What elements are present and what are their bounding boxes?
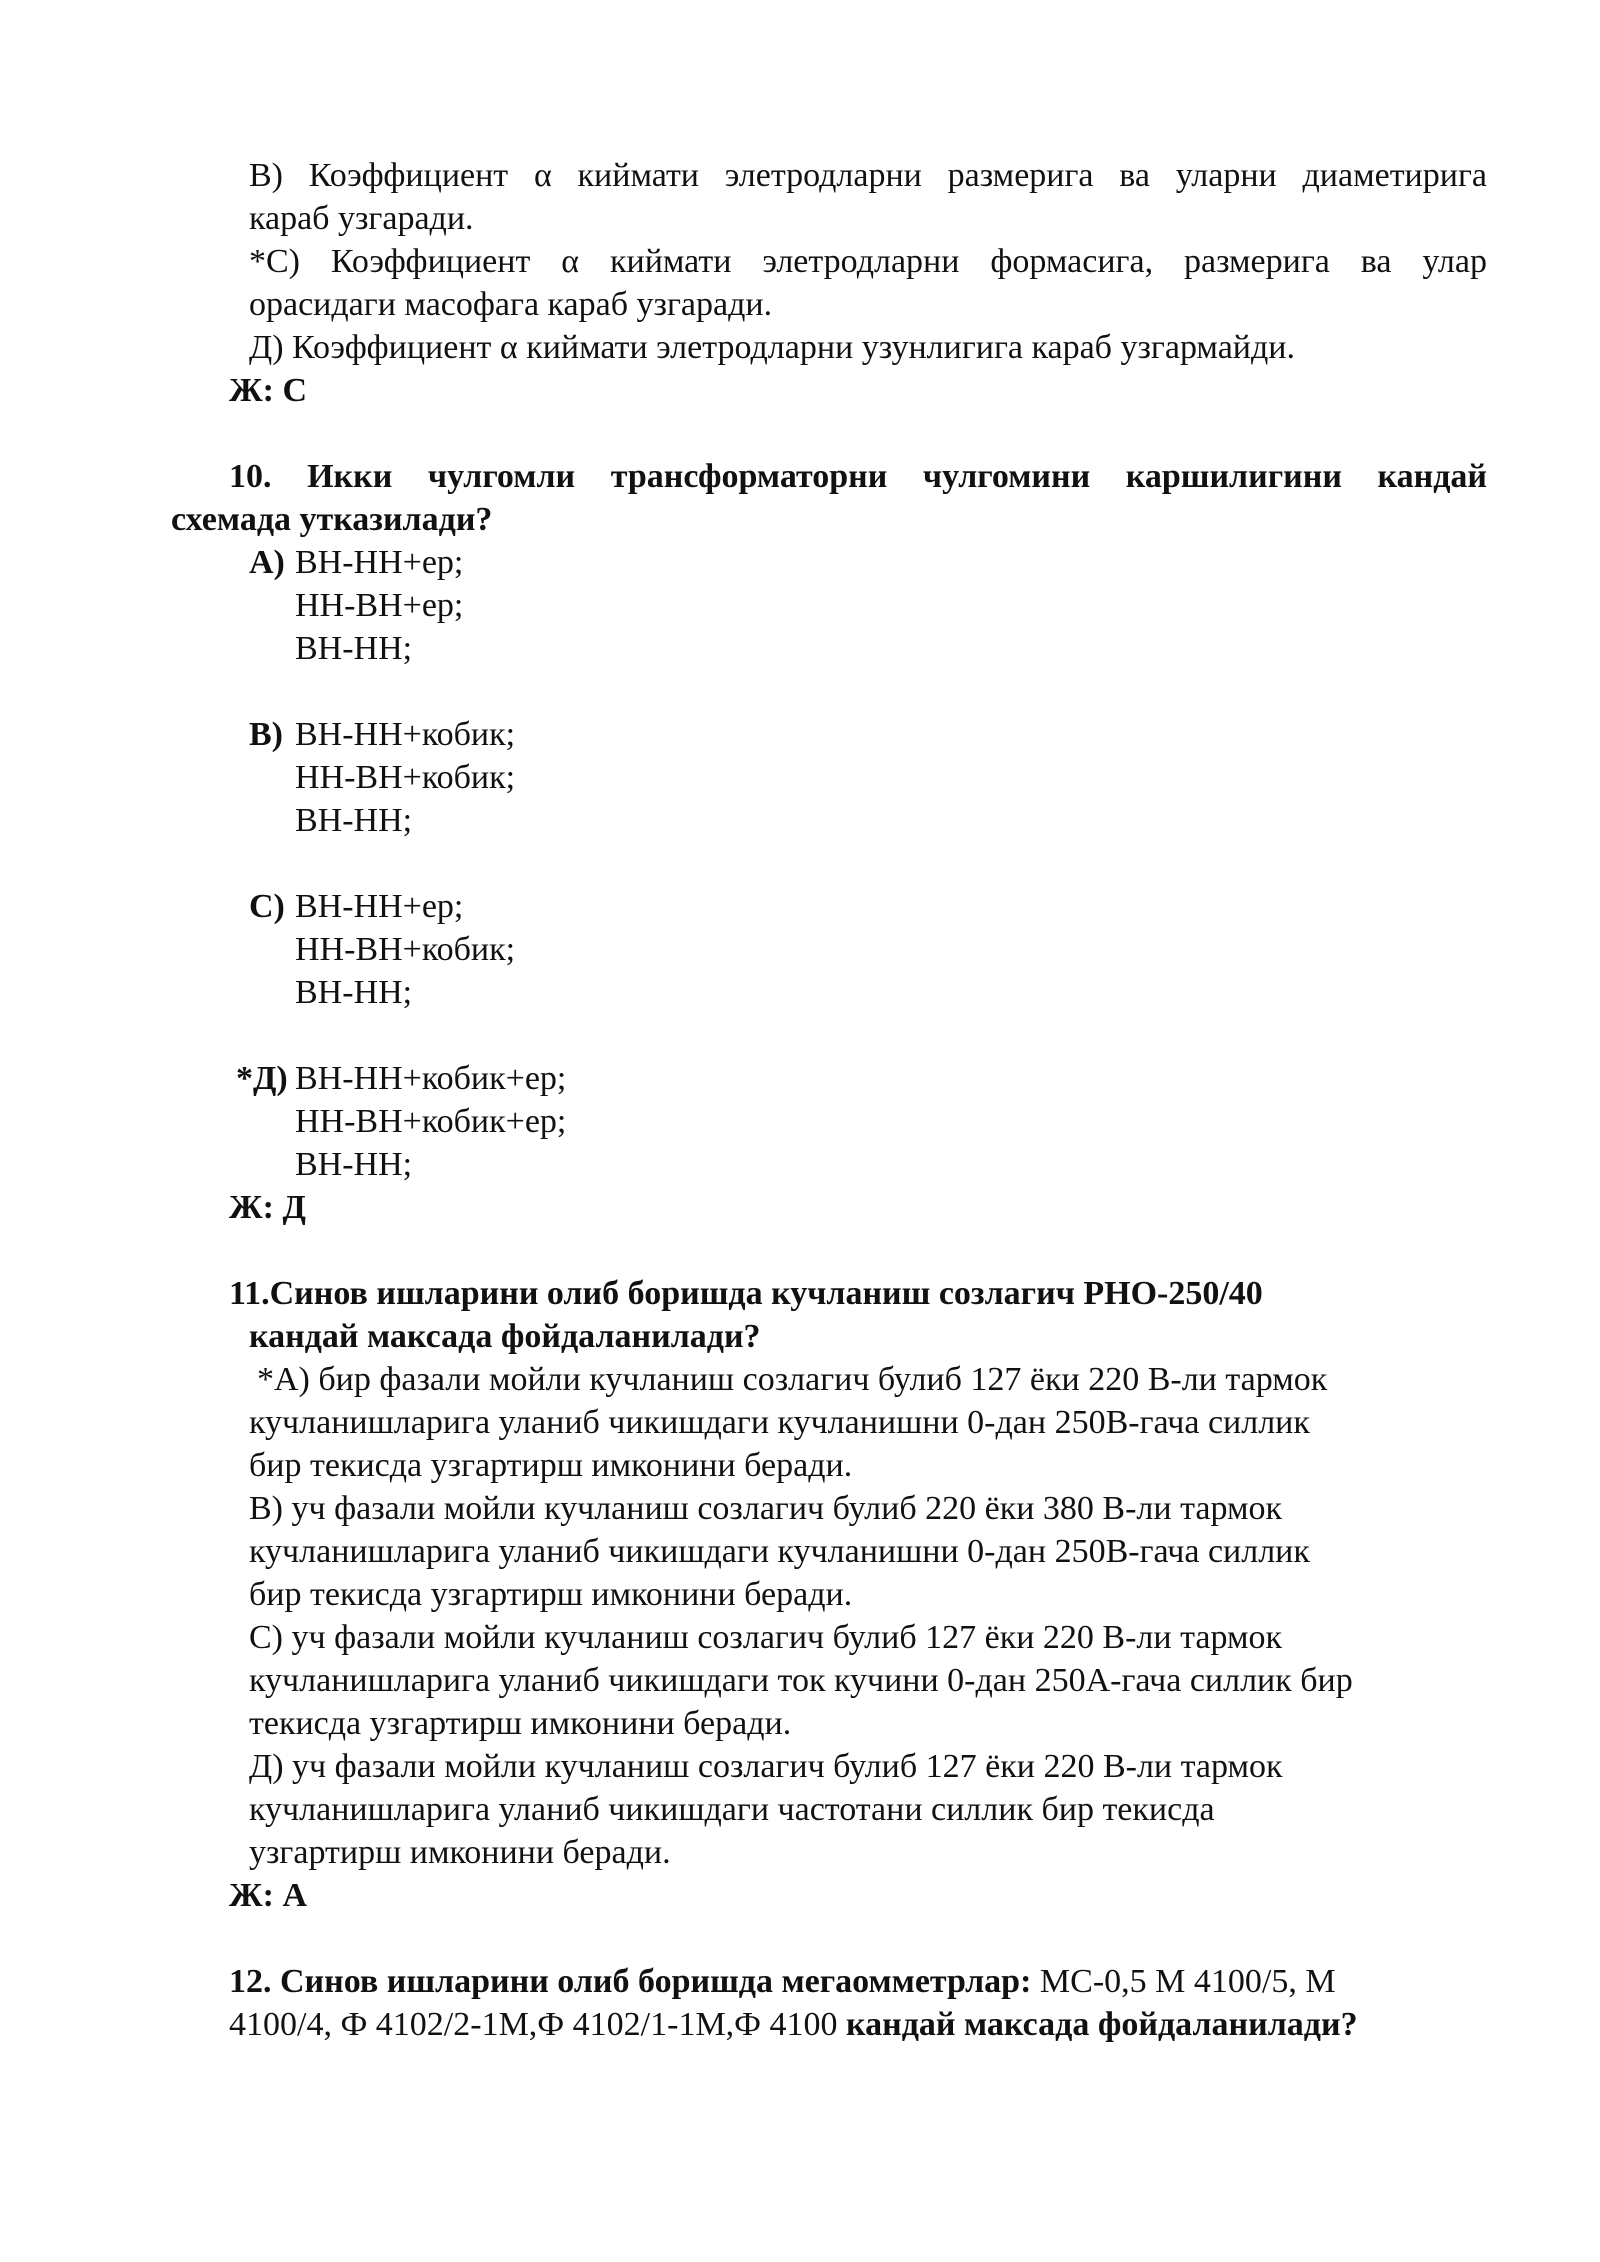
q9-option-c-line1: *С) Коэффициент α киймати элетродларни формасига, размерига ва улар	[249, 243, 1487, 280]
q10-option-b-line2: НН-ВН+кобик;	[295, 759, 516, 796]
q11-option-a-line1: *А) бир фазали мойли кучланиш созлагич булиб 127 ёки 220 В-ли тармок	[257, 1361, 1328, 1398]
q11-option-b-line1: В) уч фазали мойли кучланиш созлагич булиб 220 ёки 380 В-ли тармок	[249, 1490, 1282, 1527]
q11-option-c-line1: С) уч фазали мойли кучланиш созлагич булиб 127 ёки 220 В-ли тармок	[249, 1619, 1282, 1656]
q10-option-a-line3: ВН-НН;	[295, 630, 413, 667]
q12-title-line1	[229, 1960, 1336, 2003]
q9-option-d: Д) Коэффициент α киймати элетродларни узунлигига караб узгармайди.	[249, 329, 1295, 366]
q10-option-b-line3: ВН-НН;	[295, 802, 413, 839]
q12-title-bold: 12. Синов ишларини олиб боришда мегаомметрлар:	[229, 1963, 1032, 2000]
q11-answer: Ж: А	[229, 1877, 307, 1914]
q11-option-a-line2: кучланишларига уланиб чикишдаги кучланишни 0-дан 250В-гача силлик	[249, 1404, 1310, 1441]
q9-option-c-line2: орасидаги масофага караб узгаради.	[249, 286, 773, 323]
q10-option-c-label: С)	[249, 888, 285, 925]
q11-title-line1: 11.Синов ишларини олиб боришда кучланиш созлагич РНО-250/40	[229, 1275, 1263, 1312]
q10-option-d-line1: ВН-НН+кобик+ер;	[295, 1060, 567, 1097]
q10-option-d-label: *Д)	[236, 1060, 288, 1097]
q9-option-b-line1: В) Коэффициент α киймати элетродларни размерига ва уларни диаметирига	[249, 157, 1487, 194]
q10-option-b-line1: ВН-НН+кобик;	[295, 716, 516, 753]
q10-option-a-label: А)	[249, 544, 285, 581]
q12-title-question: кандай максада фойдаланилади?	[837, 2006, 1358, 2043]
q11-option-c-line2: кучланишларига уланиб чикишдаги ток кучини 0-дан 250А-гача силлик бир	[249, 1662, 1353, 1699]
q10-title-line2: схемада утказилади?	[171, 501, 493, 538]
q11-title-line2: кандай максада фойдаланилади?	[249, 1318, 761, 1355]
q10-option-d-line2: НН-ВН+кобик+ер;	[295, 1103, 567, 1140]
q10-option-c-line2: НН-ВН+кобик;	[295, 931, 516, 968]
q11-option-c-line3: текисда узгартирш имконини беради.	[249, 1705, 792, 1742]
q12-title-models: МС-0,5 М 4100/5, М	[1031, 1963, 1336, 2000]
q10-option-a-line2: НН-ВН+ер;	[295, 587, 464, 624]
q10-option-b-label: В)	[249, 716, 283, 753]
q9-answer: Ж: С	[229, 372, 307, 409]
q11-option-b-line3: бир текисда узгартирш имконини беради.	[249, 1576, 853, 1613]
q10-title-line1: 10. Икки чулгомли трансформаторни чулгомини каршилигини кандай	[229, 458, 1487, 495]
q9-option-b-line2: караб узгаради.	[249, 200, 474, 237]
q11-option-d-line1: Д) уч фазали мойли кучланиш созлагич булиб 127 ёки 220 В-ли тармок	[249, 1748, 1283, 1785]
q11-option-d-line2: кучланишларига уланиб чикишдаги частотани силлик бир текисда	[249, 1791, 1215, 1828]
q11-option-a-line3: бир текисда узгартирш имконини беради.	[249, 1447, 853, 1484]
q10-option-c-line3: ВН-НН;	[295, 974, 413, 1011]
q11-option-d-line3: узгартирш имконини беради.	[249, 1834, 671, 1871]
q11-option-b-line2: кучланишларига уланиб чикишдаги кучланишни 0-дан 250В-гача силлик	[249, 1533, 1310, 1570]
q12-title-line2	[229, 2003, 1358, 2046]
q10-answer: Ж: Д	[229, 1189, 306, 1226]
q10-option-a-line1: ВН-НН+ер;	[295, 544, 464, 581]
q12-title-models-cont: 4100/4, Ф 4102/2-1М,Ф 4102/1-1М,Ф 4100	[229, 2006, 838, 2043]
q10-option-c-line1: ВН-НН+ер;	[295, 888, 464, 925]
q10-option-d-line3: ВН-НН;	[295, 1146, 413, 1183]
